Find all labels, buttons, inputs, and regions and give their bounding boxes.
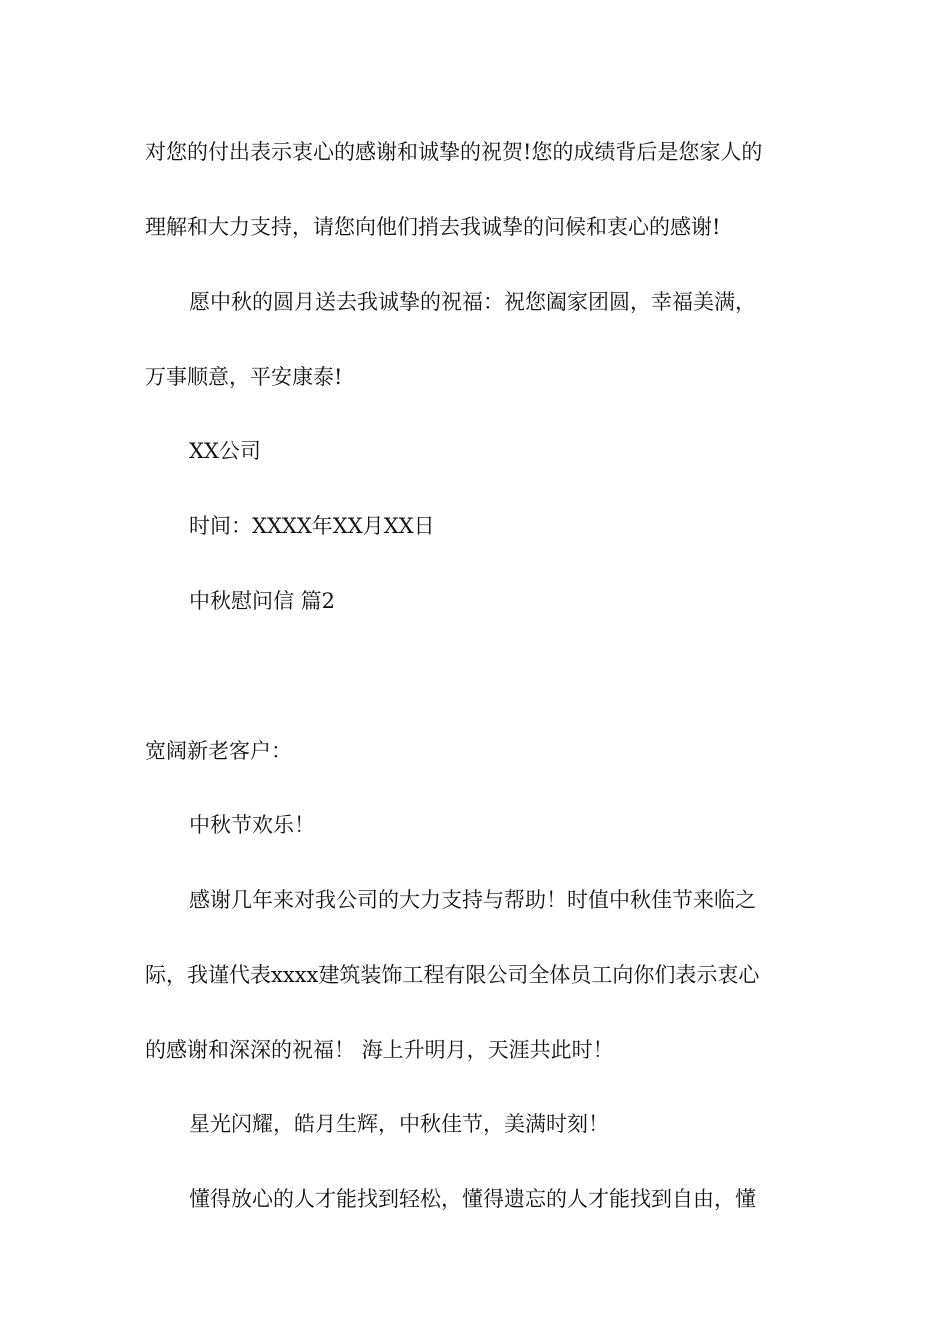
paragraph-line: 理解和大力支持，请您向他们捎去我诚挚的问候和衷心的感谢! <box>145 215 721 239</box>
paragraph-line: 感谢几年来对我公司的大力支持与帮助！时值中秋佳节来临之 <box>189 888 756 912</box>
paragraph-line: 愿中秋的圆月送去我诚挚的祝福：祝您阖家团圆，幸福美满， <box>189 290 756 314</box>
paragraph-line: 的感谢和深深的祝福！ 海上升明月，天涯共此时！ <box>145 1038 614 1062</box>
paragraph-line: 星光闪耀，皓月生辉，中秋佳节，美满时刻！ <box>189 1112 609 1136</box>
paragraph-line: 际，我谨代表xxxx建筑装饰工程有限公司全体员工向你们表示衷心 <box>145 963 760 987</box>
company-signature: XX公司 <box>189 439 261 463</box>
section-title: 中秋慰问信 篇2 <box>189 589 336 613</box>
greeting-line: 中秋节欢乐！ <box>189 813 315 837</box>
paragraph-line: 懂得放心的人才能找到轻松，懂得遗忘的人才能找到自由，懂 <box>189 1187 756 1211</box>
paragraph-line: 对您的付出表示衷心的感谢和诚挚的祝贺!您的成绩背后是您家人的 <box>145 140 763 164</box>
date-line: 时间：XXXX年XX月XX日 <box>189 514 435 538</box>
paragraph-line: 万事顺意，平安康泰! <box>145 365 343 389</box>
salutation: 宽阔新老客户： <box>145 739 292 763</box>
